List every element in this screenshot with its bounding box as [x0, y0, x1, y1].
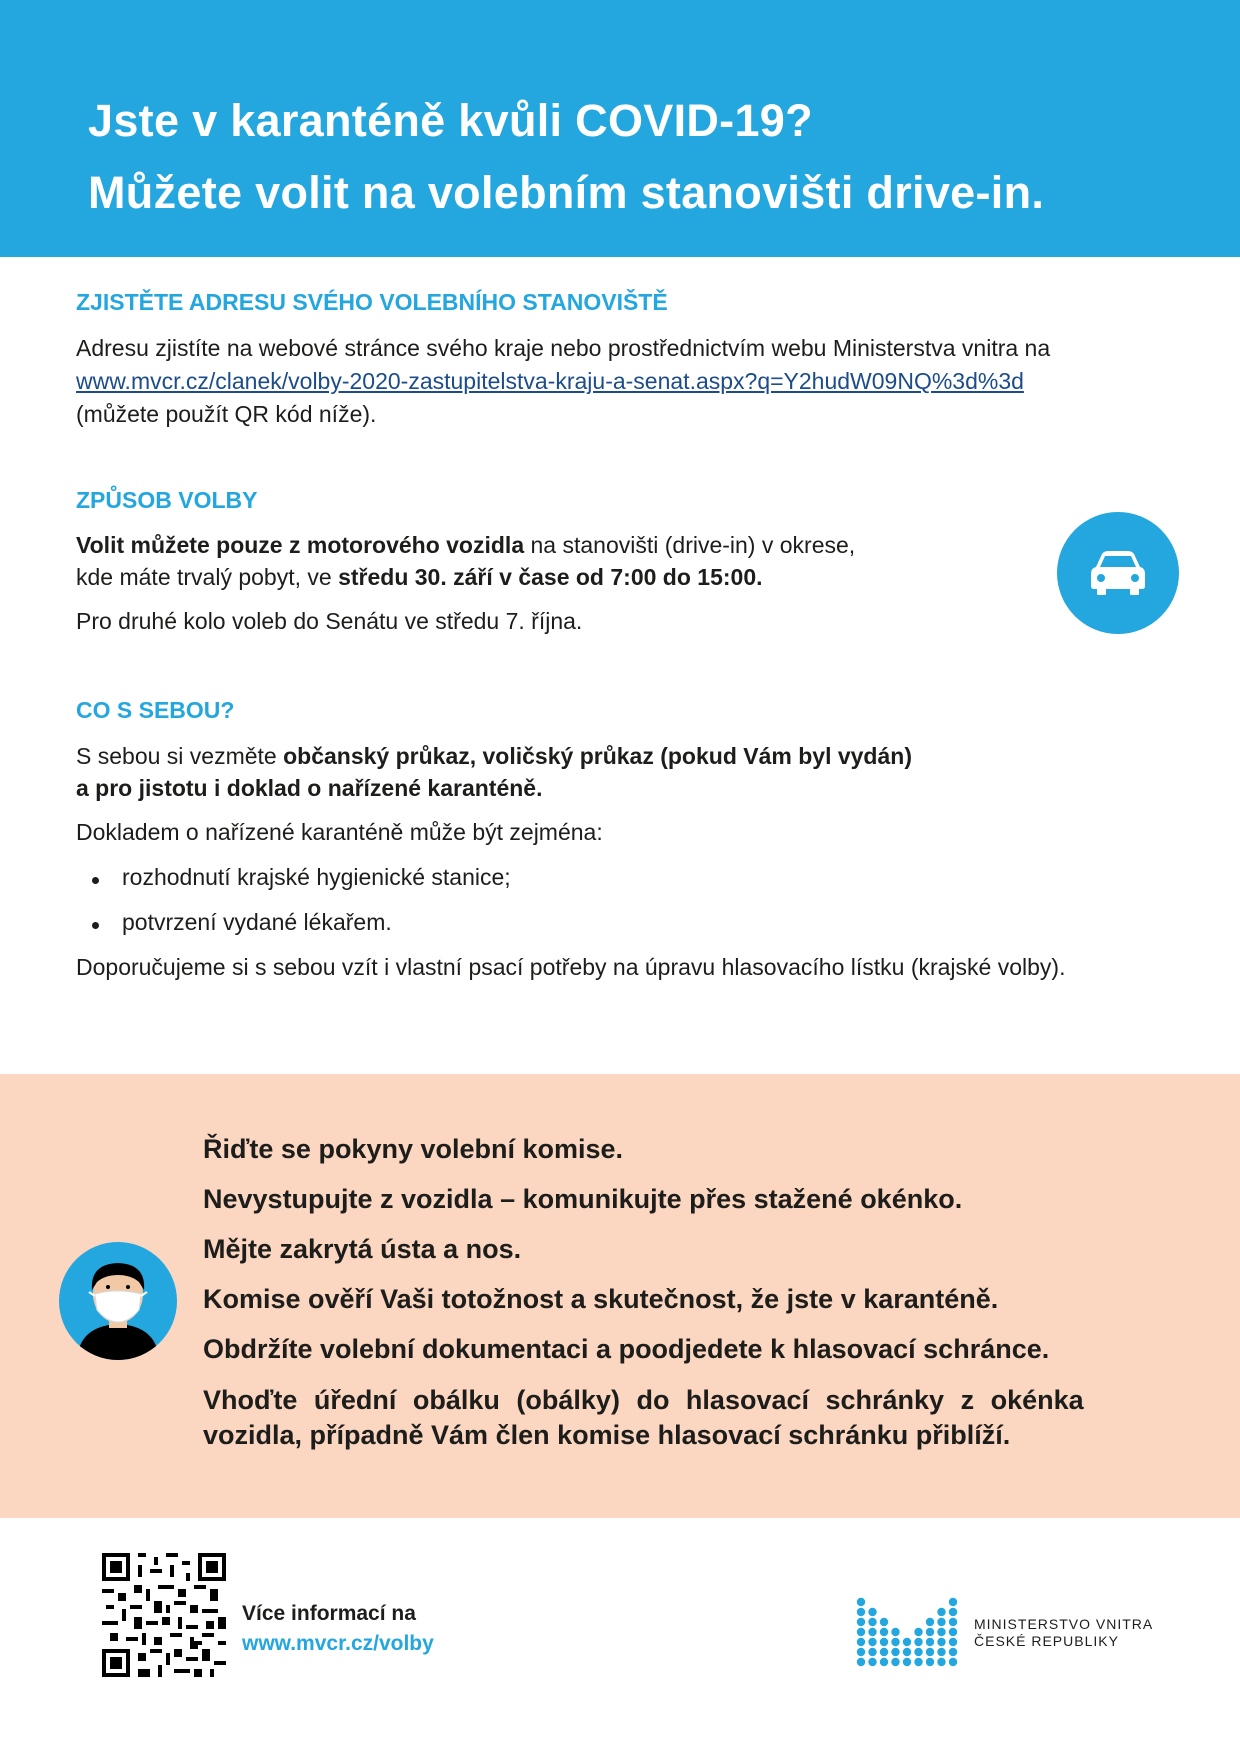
- bring-recommendation: Doporučujeme si s sebou vzít i vlastní psací potřeby na úpravu hlasovacího lístku (krajské volby).: [76, 954, 1066, 980]
- more-info-link[interactable]: www.mvcr.cz/volby: [242, 1632, 434, 1655]
- instruction-item: Vhoďte úřední obálku (obálky) do hlasovací schránky z okénka: [203, 1385, 1084, 1415]
- section-title-address: ZJISTĚTE ADRESU SVÉHO VOLEBNÍHO STANOVIŠTĚ: [76, 289, 668, 315]
- instruction-item: Řiďte se pokyny volební komise.: [203, 1134, 624, 1164]
- address-text: Adresu zjistíte na webové stránce svého kraje nebo prostřednictvím webu Ministerstva vnitra na: [76, 335, 1051, 361]
- bring-bold-2: a pro jistotu i doklad o nařízené karanténě.: [76, 775, 543, 801]
- bring-line-1: [76, 740, 912, 773]
- section-title-bring: CO S SEBOU?: [76, 697, 235, 723]
- instruction-item: Komise ověří Vaši totožnost a skutečnost, že jste v karanténě.: [203, 1284, 999, 1314]
- address-qr-note: (můžete použít QR kód níže).: [76, 401, 377, 427]
- address-link-line: [76, 365, 1024, 398]
- address-link[interactable]: www.mvcr.cz/clanek/volby-2020-zastupitelstva-kraju-a-senat.aspx?q=Y2hudW09NQ%3d%3d: [76, 368, 1024, 394]
- ministry-name-line1: MINISTERSTVO VNITRA: [974, 1616, 1154, 1632]
- instruction-item: Nevystupujte z vozidla – komunikujte přes stažené okénko.: [203, 1184, 963, 1214]
- method-line-2: [76, 561, 763, 594]
- method-rest-1: na stanovišti (drive-in) v okrese,: [524, 532, 856, 558]
- header-banner: [0, 0, 1240, 257]
- headline-statement: Můžete volit na volebním stanovišti drive-in.: [88, 167, 1045, 218]
- qr-code-icon[interactable]: [102, 1553, 226, 1682]
- instruction-item: vozidla, případně Vám člen komise hlasovací schránku přiblíží.: [203, 1420, 1011, 1450]
- bring-proof-intro: Dokladem o nařízené karanténě může být zejména:: [76, 819, 603, 845]
- instruction-item: Mějte zakrytá ústa a nos.: [203, 1234, 522, 1264]
- instruction-item: Obdržíte volební dokumentaci a poodjedete k hlasovací schránce.: [203, 1334, 1050, 1364]
- bullet-dot: [92, 877, 99, 884]
- bring-bullet-2: potvrzení vydané lékařem.: [122, 909, 392, 935]
- section-title-method: ZPŮSOB VOLBY: [76, 487, 258, 513]
- car-icon: [1057, 512, 1179, 634]
- headline-question: Jste v karanténě kvůli COVID-19?: [88, 95, 813, 146]
- method-bold-1: Volit můžete pouze z motorového vozidla: [76, 532, 525, 558]
- ministry-logo-icon: [855, 1588, 960, 1673]
- more-info-label: Více informací na: [242, 1602, 416, 1625]
- masked-person-icon: [59, 1242, 177, 1360]
- method-start-2: kde máte trvalý pobyt, ve: [76, 564, 339, 590]
- bullet-dot: [92, 922, 99, 929]
- method-bold-2: středu 30. září v čase od 7:00 do 15:00.: [338, 564, 763, 590]
- bring-line-2: [76, 772, 543, 805]
- bring-start-1: S sebou si vezměte: [76, 743, 284, 769]
- bring-bold-1: občanský průkaz, voličský průkaz (pokud Vám byl vydán): [283, 743, 912, 769]
- method-line-1: [76, 529, 855, 562]
- method-senate-note: Pro druhé kolo voleb do Senátu ve středu 7. října.: [76, 608, 583, 634]
- bring-bullet-1: rozhodnutí krajské hygienické stanice;: [122, 864, 511, 890]
- ministry-name-line2: ČESKÉ REPUBLIKY: [974, 1633, 1119, 1649]
